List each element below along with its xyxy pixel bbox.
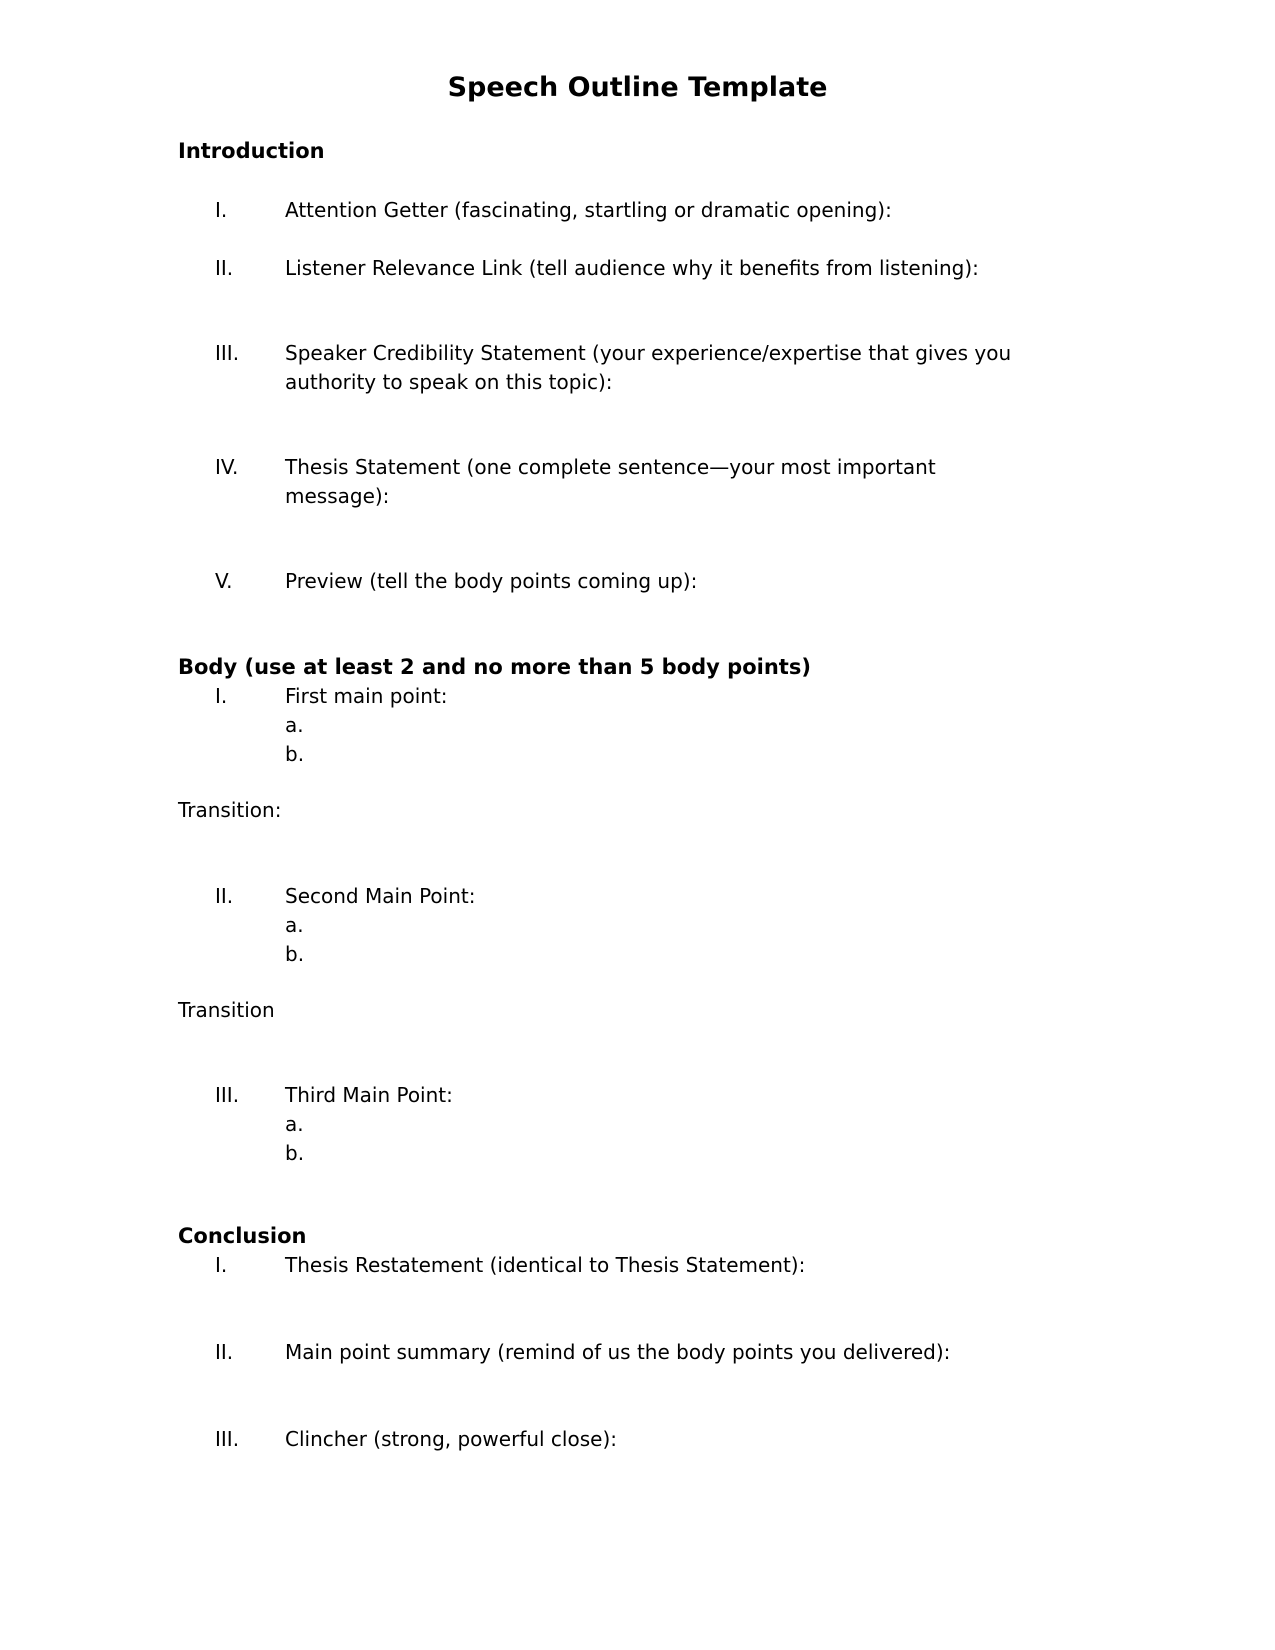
transition-label-2: Transition <box>178 998 275 1022</box>
outline-item-body-3 <box>215 1081 1275 1110</box>
outline-item-intro-3 <box>215 339 1275 397</box>
outline-item-body-1 <box>215 682 1275 711</box>
item-text: First main point: <box>285 684 448 708</box>
item-text: Listener Relevance Link (tell audience why it benefits from listening): <box>285 256 979 280</box>
item-numeral: II. <box>215 1340 234 1364</box>
outline-item-conclusion-2 <box>215 1338 1275 1367</box>
item-text: Thesis Restatement (identical to Thesis Statement): <box>285 1253 806 1277</box>
outline-item-intro-1 <box>215 196 1275 225</box>
outline-item-conclusion-3 <box>215 1425 1275 1454</box>
sub-point-a: a. <box>285 1112 304 1136</box>
item-numeral: I. <box>215 684 228 708</box>
outline-item-intro-5 <box>215 567 1275 596</box>
item-text: Second Main Point: <box>285 884 476 908</box>
item-numeral: III. <box>215 1427 240 1451</box>
item-text: Third Main Point: <box>285 1083 453 1107</box>
outline-item-body-2 <box>215 882 1275 911</box>
outline-item-intro-2 <box>215 254 1275 283</box>
item-numeral: II. <box>215 884 234 908</box>
section-heading-conclusion: Conclusion <box>178 1224 307 1248</box>
item-text: Preview (tell the body points coming up): <box>285 569 698 593</box>
item-text: Thesis Statement (one complete sentence—your most important message): <box>285 455 936 508</box>
transition-label-1: Transition: <box>178 798 282 822</box>
item-numeral: III. <box>215 341 240 365</box>
section-heading-introduction: Introduction <box>178 139 325 163</box>
item-text: Main point summary (remind of us the body points you delivered): <box>285 1340 951 1364</box>
item-numeral: III. <box>215 1083 240 1107</box>
item-numeral: I. <box>215 1253 228 1277</box>
item-text: Clincher (strong, powerful close): <box>285 1427 617 1451</box>
outline-item-intro-4 <box>215 453 1275 511</box>
sub-point-a: a. <box>285 713 304 737</box>
sub-point-a: a. <box>285 913 304 937</box>
sub-point-b: b. <box>285 942 305 966</box>
item-numeral: IV. <box>215 455 239 479</box>
item-numeral: I. <box>215 198 228 222</box>
item-numeral: II. <box>215 256 234 280</box>
item-text: Attention Getter (fascinating, startling or dramatic opening): <box>285 198 892 222</box>
item-text: Speaker Credibility Statement (your experience/expertise that gives you authority to speak on this topic): <box>285 341 1012 394</box>
sub-point-b: b. <box>285 742 305 766</box>
document-title: Speech Outline Template <box>447 72 828 103</box>
item-numeral: V. <box>215 569 233 593</box>
sub-point-b: b. <box>285 1141 305 1165</box>
outline-item-conclusion-1 <box>215 1251 1275 1280</box>
section-heading-body: Body (use at least 2 and no more than 5 body points) <box>178 655 811 679</box>
